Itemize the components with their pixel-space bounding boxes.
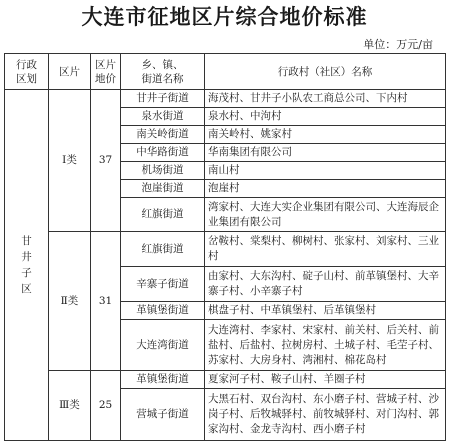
district-cell: 甘 井 子 区 — [5, 90, 49, 441]
village-list: 南山村 — [205, 161, 446, 179]
table-row — [5, 90, 446, 108]
unit-note: 单位：万元/亩 — [363, 38, 433, 51]
village-list: 海茂村、甘井子小队农工商总公司、下内村 — [205, 90, 446, 108]
village-list: 泡崖村 — [205, 179, 446, 197]
zone-name: Ⅲ类 — [49, 371, 91, 441]
zone-price: 37 — [91, 90, 121, 232]
street-name: 南关岭街道 — [121, 125, 205, 143]
header-street: 乡、镇、 街道名称 — [121, 54, 205, 90]
village-list: 岔鞍村、棠梨村、柳树村、张家村、刘家村、三业村 — [205, 232, 446, 267]
header-price: 区片 地价 — [91, 54, 121, 90]
table-header-row — [5, 54, 446, 90]
header-district: 行政 区划 — [5, 54, 49, 90]
village-list: 棋盘子村、中革镇堡村、后革镇堡村 — [205, 301, 446, 319]
street-name: 红旗街道 — [121, 197, 205, 232]
village-list: 华南集团有限公司 — [205, 143, 446, 161]
street-name: 甘井子街道 — [121, 90, 205, 108]
street-name: 营城子街道 — [121, 389, 205, 441]
village-list: 大黑石村、双台沟村、东小磨子村、营城子村、沙岗子村、后牧城驿村、前牧城驿村、对门沟村、郭家沟村、金龙寺沟村、西小磨子村 — [205, 389, 446, 441]
page-title: 大连市征地区片综合地价标准 — [81, 4, 368, 29]
village-list: 泉水村、中泃村 — [205, 107, 446, 125]
street-name: 大连湾街道 — [121, 319, 205, 371]
table-row — [5, 232, 446, 267]
village-list: 湾家村、大连大实企业集团有限公司、大连海辰企业集团有限公司 — [205, 197, 446, 232]
zone-price: 31 — [91, 232, 121, 371]
street-name: 中华路街道 — [121, 143, 205, 161]
street-name: 革镇堡街道 — [121, 371, 205, 389]
zone-name: Ⅱ类 — [49, 232, 91, 371]
village-list: 南关岭村、姚家村 — [205, 125, 446, 143]
street-name: 革镇堡街道 — [121, 301, 205, 319]
village-list: 由家村、大东沟村、碇子山村、前革镇堡村、大辛寨子村、小辛寨子村 — [205, 267, 446, 302]
zone-name: Ⅰ类 — [49, 90, 91, 232]
land-price-table — [4, 53, 446, 441]
village-list: 夏家河子村、鞍子山村、羊圈子村 — [205, 371, 446, 389]
street-name: 机场街道 — [121, 161, 205, 179]
header-zone: 区片 — [49, 54, 91, 90]
header-village: 行政村（社区）名称 — [205, 54, 446, 90]
street-name: 红旗街道 — [121, 232, 205, 267]
zone-price: 25 — [91, 371, 121, 441]
table-row — [5, 371, 446, 389]
village-list: 大连湾村、李家村、宋家村、前关村、后关村、前盐村、后盐村、拉树房村、土城子村、毛茔子村、苏家村、大房身村、湾湘村、棉花岛村 — [205, 319, 446, 371]
street-name: 泡崖街道 — [121, 179, 205, 197]
street-name: 泉水街道 — [121, 107, 205, 125]
street-name: 辛寨子街道 — [121, 267, 205, 302]
